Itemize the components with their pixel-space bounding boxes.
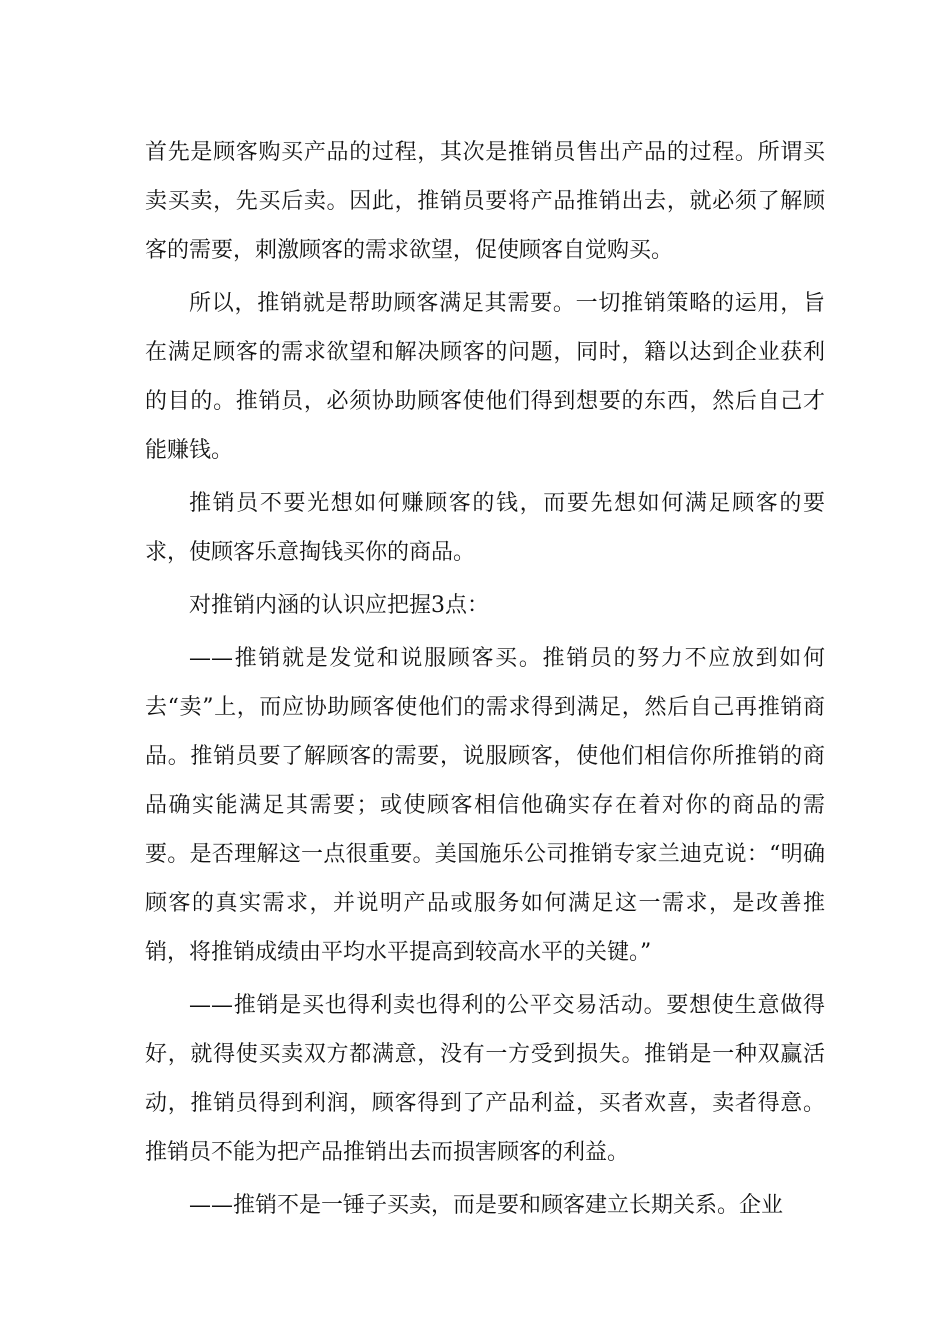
paragraph-2: 所以，推销就是帮助顾客满足其需要。一切推销策略的运用，旨在满足顾客的需求欲望和解决顾客的问题，同时，籍以达到企业获利的目的。推销员，必须协助顾客使他们得到想要的东西，然后自己才能赚钱。: [145, 291, 825, 463]
paragraph-3: 推销员不要光想如何赚顾客的钱，而要先想如何满足顾客的要求，使顾客乐意掏钱买你的商品。: [145, 491, 825, 565]
paragraph-6: ——推销是买也得利卖也得利的公平交易活动。要想使生意做得好，就得使买卖双方都满意，没有一方受到损失。推销是一种双赢活动，推销员得到利润，顾客得到了产品利益，买者欢喜，卖者得意。推销员不能为把产品推销出去而损害顾客的利益。: [145, 993, 825, 1165]
paragraph-5: ——推销就是发觉和说服顾客买。推销员的努力不应放到如何去“卖”上，而应协助顾客使他们的需求得到满足，然后自己再推销商品。推销员要了解顾客的需要，说服顾客，使他们相信你所推销的商品确实能满足其需要；或使顾客相信他确实存在着对你的商品的需要。是否理解这一点很重要。美国施乐公司推销专家兰迪克说：“明确顾客的真实需求，并说明产品或服务如何满足这一需求，是改善推销，将推销成绩由平均水平提高到较高水平的关键。”: [145, 646, 825, 965]
paragraph-1: 首先是顾客购买产品的过程，其次是推销员售出产品的过程。所谓买卖买卖，先买后卖。因此，推销员要将产品推销出去，就必须了解顾客的需要，刺激顾客的需求欲望，促使顾客自觉购买。: [145, 140, 825, 263]
document-body: [145, 128, 825, 1234]
paragraph-4: 对推销内涵的认识应把握3点：: [189, 593, 489, 618]
paragraph-7: ——推销不是一锤子买卖，而是要和顾客建立长期关系。企业: [189, 1193, 784, 1218]
